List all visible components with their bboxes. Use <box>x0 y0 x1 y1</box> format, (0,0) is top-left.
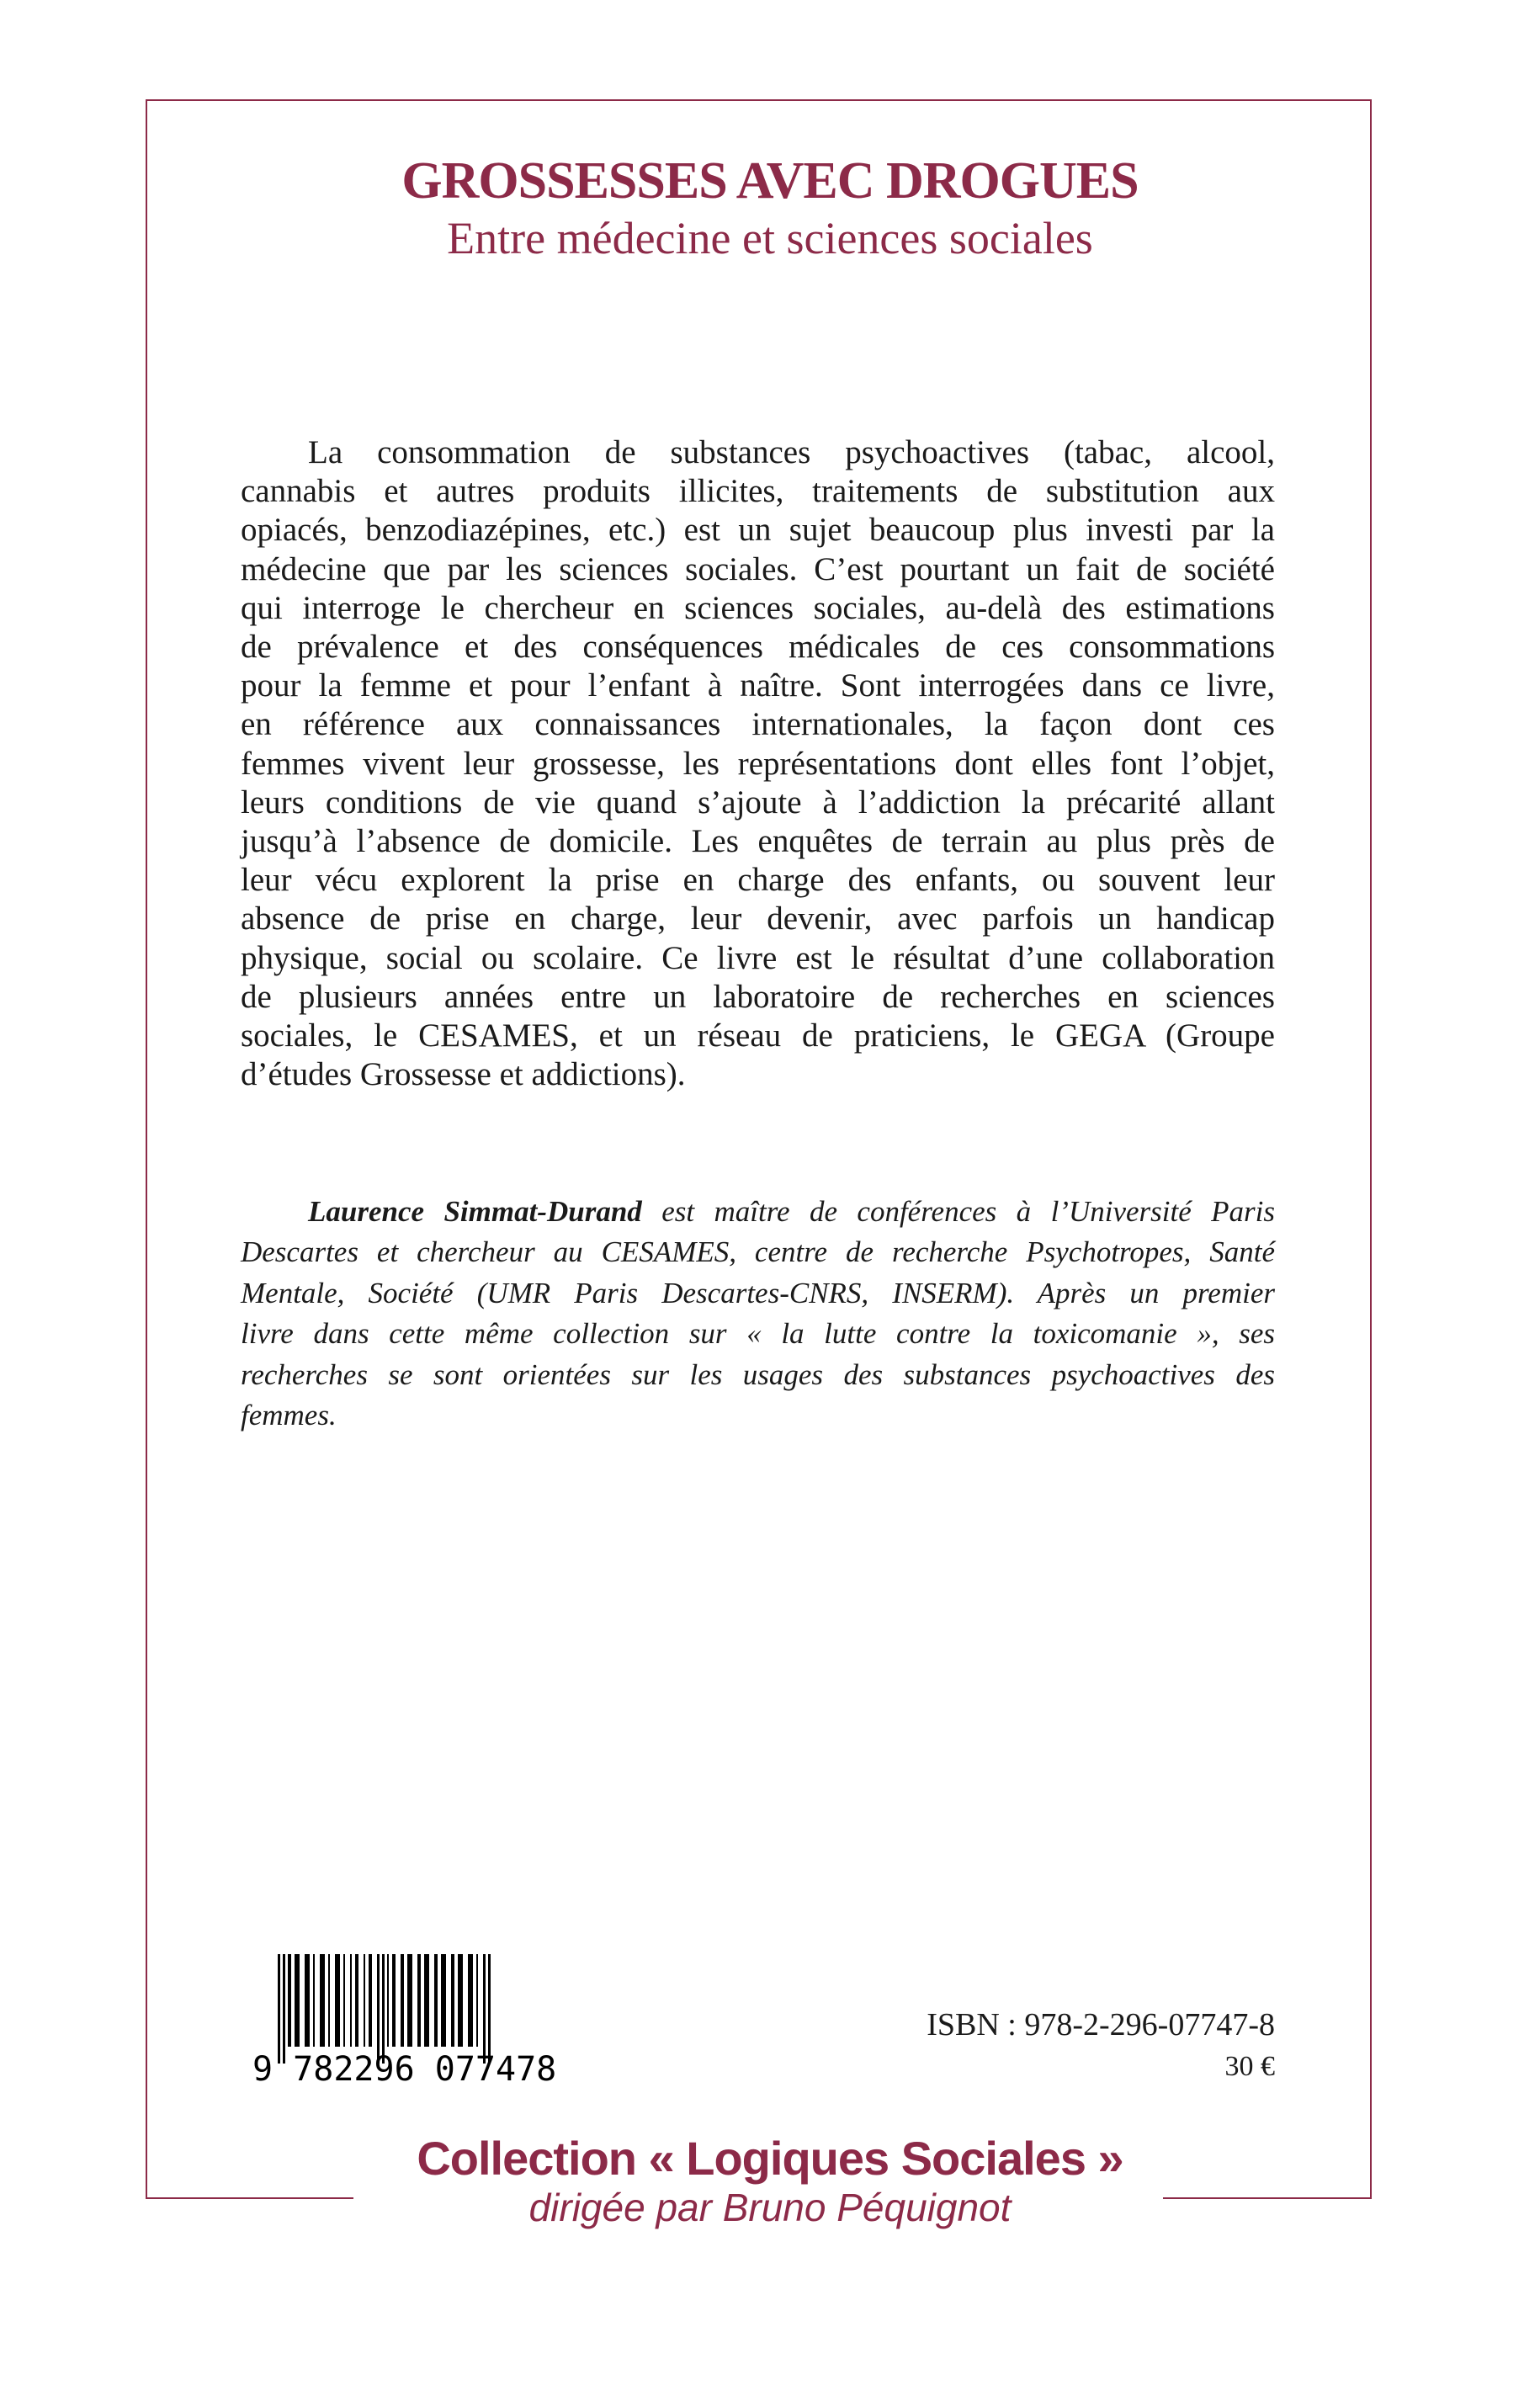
summary-line: de plusieurs années entre un laboratoire de recherches en sciences <box>241 978 1275 1015</box>
author-line: femmes. <box>241 1399 337 1432</box>
summary-line: physique, social ou scolaire. Ce livre est le résultat d’une collaboration <box>241 939 1275 976</box>
price: 30 € <box>1224 2051 1275 2082</box>
barcode-bar <box>278 1954 280 2064</box>
barcode-bar <box>483 1954 486 2064</box>
summary-line: leurs conditions de vie quand s’ajoute à l’addiction la précarité allant <box>241 783 1275 821</box>
barcode-bar <box>313 1954 315 2047</box>
barcode-bar <box>441 1954 446 2047</box>
barcode-bar <box>320 1954 325 2047</box>
collection-director: dirigée par Bruno Péquignot <box>528 2186 1012 2229</box>
summary-line: La consommation de substances psychoactives (tabac, alcool, <box>308 434 1275 470</box>
barcode-bar <box>283 1954 285 2064</box>
barcode-bar <box>369 1954 372 2047</box>
summary-line: jusqu’à l’absence de domicile. Les enquêtes de terrain au plus près de <box>241 823 1275 860</box>
barcode-bar <box>417 1954 421 2047</box>
summary-line: opiacés, benzodiazépines, etc.) est un sujet beaucoup plus investi par la <box>241 512 1275 549</box>
isbn: ISBN : 978-2-296-07747-8 <box>927 2007 1275 2042</box>
collection-name: Collection « Logiques Sociales » <box>417 2132 1123 2185</box>
barcode-bar <box>335 1954 340 2047</box>
summary-line: leur vécu explorent la prise en charge des enfants, ou souvent leur <box>241 862 1275 899</box>
barcode-bar <box>295 1954 300 2047</box>
summary-line: qui interroge le chercheur en sciences sociales, au-delà des estimations <box>241 589 1275 626</box>
barcode-bar <box>476 1954 478 2047</box>
barcode-bar <box>382 1954 385 2064</box>
author-line: livre dans cette même collection sur « la lutte contre la toxicomanie », ses <box>241 1317 1275 1351</box>
barcode-bar <box>305 1954 310 2047</box>
barcode-bar <box>387 1954 389 2047</box>
barcode-bar <box>468 1954 473 2047</box>
author-line: Descartes et chercheur au CESAMES, centre de recherche Psychotropes, Santé <box>241 1235 1275 1269</box>
barcode-bar <box>434 1954 438 2047</box>
book-subtitle: Entre médecine et sciences sociales <box>447 213 1093 263</box>
summary-line: sociales, le CESAMES, et un réseau de praticiens, le GEGA (Groupe <box>241 1017 1275 1054</box>
summary-line: médecine que par les sciences sociales. C’est pourtant un fait de société <box>241 550 1275 587</box>
summary-line: d’études Grossesse et addictions). <box>241 1056 686 1093</box>
barcode-bar <box>407 1954 412 2047</box>
summary-paragraph <box>241 433 1275 1094</box>
summary-line: femmes vivent leur grossesse, les représentations dont elles font l’objet, <box>241 745 1275 782</box>
author-line: Mentale, Société (UMR Paris Descartes-CNRS, INSERM). Après un premier <box>241 1276 1275 1309</box>
summary-line: absence de prise en charge, leur devenir, avec parfois un handicap <box>241 900 1275 938</box>
barcode-bar <box>350 1954 352 2047</box>
barcode <box>252 1954 589 2089</box>
barcode-bar <box>364 1954 365 2047</box>
barcode-bar <box>488 1954 491 2064</box>
barcode-bar <box>451 1954 454 2047</box>
cover-frame <box>146 99 1372 2198</box>
barcode-bar <box>458 1954 463 2047</box>
summary-line: cannabis et autres produits illicites, traitements de substitution aux <box>241 473 1275 510</box>
barcode-bar <box>424 1954 429 2047</box>
author-bio <box>241 1192 1275 1436</box>
author-line: recherches se sont orientées sur les usages des substances psychoactives des <box>241 1357 1275 1391</box>
barcode-bar <box>343 1954 345 2047</box>
author-line: Laurence Simmat-Durand est maître de conférences à l’Université Paris <box>308 1195 1275 1228</box>
barcode-bar <box>328 1954 330 2047</box>
author-name: Laurence Simmat-Durand <box>308 1195 642 1228</box>
barcode-bar <box>355 1954 358 2047</box>
barcode-bar <box>377 1954 380 2064</box>
barcode-bar <box>288 1954 291 2047</box>
summary-line: pour la femme et pour l’enfant à naître. Sont interrogées dans ce livre, <box>241 667 1275 704</box>
barcode-bar <box>392 1954 396 2047</box>
barcode-digits: 9 782296 077478 <box>252 2050 557 2089</box>
summary-line: de prévalence et des conséquences médicales de ces consommations <box>241 629 1275 666</box>
barcode-bar <box>401 1954 404 2047</box>
book-title: GROSSESSES AVEC DROGUES <box>401 152 1139 210</box>
summary-line: en référence aux connaissances internationales, la façon dont ces <box>241 706 1275 743</box>
